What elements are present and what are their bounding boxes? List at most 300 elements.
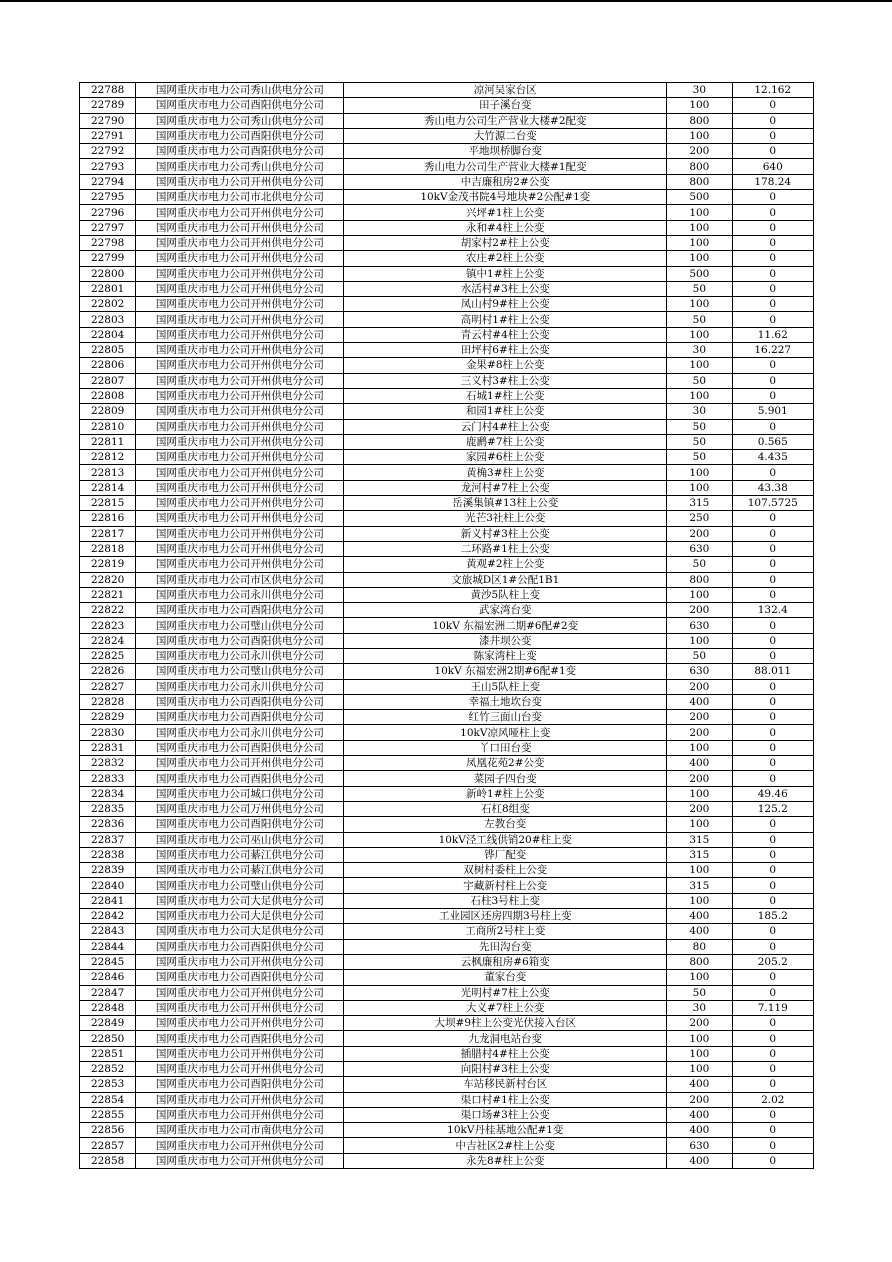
table-row xyxy=(80,1031,814,1046)
table-row xyxy=(80,511,814,526)
row-id-cell: 22833 xyxy=(80,771,136,786)
company-name-cell: 国网重庆市电力公司开州供电分公司 xyxy=(136,480,344,495)
table-row xyxy=(80,1123,814,1138)
value-cell: 0 xyxy=(732,205,813,220)
station-name-cell: 向阳村#3柱上公变 xyxy=(344,1062,667,1077)
row-id-cell: 22826 xyxy=(80,664,136,679)
value-cell: 0 xyxy=(732,419,813,434)
row-id-cell: 22845 xyxy=(80,954,136,969)
table-body xyxy=(80,83,814,1169)
table-row xyxy=(80,388,814,403)
value-cell: 0 xyxy=(732,847,813,862)
station-name-cell: 平地坝桥脚台变 xyxy=(344,144,667,159)
station-name-cell: 石杠8组变 xyxy=(344,801,667,816)
station-name-cell: 大坝#9柱上公变光伏接入台区 xyxy=(344,1016,667,1031)
table-row xyxy=(80,266,814,281)
value-cell: 178.24 xyxy=(732,174,813,189)
table-row xyxy=(80,970,814,985)
value-cell: 0 xyxy=(732,373,813,388)
capacity-cell: 100 xyxy=(667,388,732,403)
table-row xyxy=(80,113,814,128)
station-name-cell: 渠口村#1柱上公变 xyxy=(344,1092,667,1107)
capacity-cell: 400 xyxy=(667,1107,732,1122)
table-row xyxy=(80,786,814,801)
company-name-cell: 国网重庆市电力公司巫山供电分公司 xyxy=(136,832,344,847)
row-id-cell: 22821 xyxy=(80,587,136,602)
table-row xyxy=(80,740,814,755)
table-row xyxy=(80,235,814,250)
station-name-cell: 光芒3社柱上公变 xyxy=(344,511,667,526)
table-row xyxy=(80,465,814,480)
capacity-cell: 50 xyxy=(667,985,732,1000)
row-id-cell: 22817 xyxy=(80,526,136,541)
table-row xyxy=(80,603,814,618)
capacity-cell: 50 xyxy=(667,450,732,465)
company-name-cell: 国网重庆市电力公司市南供电分公司 xyxy=(136,1123,344,1138)
row-id-cell: 22825 xyxy=(80,648,136,663)
station-name-cell: 大竹源二台变 xyxy=(344,128,667,143)
table-row xyxy=(80,98,814,113)
table-row xyxy=(80,404,814,419)
station-name-cell: 陈家湾柱上变 xyxy=(344,648,667,663)
station-name-cell: 水活村#3柱上公变 xyxy=(344,281,667,296)
capacity-cell: 100 xyxy=(667,220,732,235)
station-name-cell: 车站移民新村台区 xyxy=(344,1077,667,1092)
value-cell: 0 xyxy=(732,297,813,312)
value-cell: 0 xyxy=(732,1077,813,1092)
value-cell: 205.2 xyxy=(732,954,813,969)
station-name-cell: 高明村1#柱上公变 xyxy=(344,312,667,327)
value-cell: 132.4 xyxy=(732,603,813,618)
capacity-cell: 400 xyxy=(667,1123,732,1138)
value-cell: 4.435 xyxy=(732,450,813,465)
table-row xyxy=(80,205,814,220)
capacity-cell: 50 xyxy=(667,373,732,388)
table-row xyxy=(80,771,814,786)
company-name-cell: 国网重庆市电力公司开州供电分公司 xyxy=(136,1153,344,1168)
company-name-cell: 国网重庆市电力公司开州供电分公司 xyxy=(136,496,344,511)
value-cell: 0 xyxy=(732,1046,813,1061)
value-cell: 0 xyxy=(732,817,813,832)
value-cell: 0 xyxy=(732,98,813,113)
capacity-cell: 200 xyxy=(667,144,732,159)
value-cell: 0 xyxy=(732,740,813,755)
value-cell: 0 xyxy=(732,648,813,663)
company-name-cell: 国网重庆市电力公司大足供电分公司 xyxy=(136,924,344,939)
capacity-cell: 200 xyxy=(667,801,732,816)
value-cell: 107.5725 xyxy=(732,496,813,511)
value-cell: 16.227 xyxy=(732,343,813,358)
capacity-cell: 800 xyxy=(667,159,732,174)
capacity-cell: 800 xyxy=(667,113,732,128)
row-id-cell: 22829 xyxy=(80,710,136,725)
capacity-cell: 100 xyxy=(667,893,732,908)
company-name-cell: 国网重庆市电力公司璧山供电分公司 xyxy=(136,664,344,679)
station-name-cell: 兴坪#1柱上公变 xyxy=(344,205,667,220)
row-id-cell: 22827 xyxy=(80,679,136,694)
capacity-cell: 500 xyxy=(667,266,732,281)
row-id-cell: 22815 xyxy=(80,496,136,511)
value-cell: 5.901 xyxy=(732,404,813,419)
table-row xyxy=(80,557,814,572)
table-row xyxy=(80,863,814,878)
station-name-cell: 宇藏新村柱上公变 xyxy=(344,878,667,893)
company-name-cell: 国网重庆市电力公司永川供电分公司 xyxy=(136,725,344,740)
company-name-cell: 国网重庆市电力公司酉阳供电分公司 xyxy=(136,817,344,832)
row-id-cell: 22801 xyxy=(80,281,136,296)
capacity-cell: 100 xyxy=(667,98,732,113)
station-name-cell: 10kV 东福宏洲2期#6配#1变 xyxy=(344,664,667,679)
capacity-cell: 200 xyxy=(667,1016,732,1031)
row-id-cell: 22809 xyxy=(80,404,136,419)
table-row xyxy=(80,1092,814,1107)
capacity-cell: 50 xyxy=(667,281,732,296)
table-row xyxy=(80,710,814,725)
capacity-cell: 200 xyxy=(667,710,732,725)
value-cell: 0 xyxy=(732,557,813,572)
row-id-cell: 22788 xyxy=(80,83,136,98)
row-id-cell: 22789 xyxy=(80,98,136,113)
company-name-cell: 国网重庆市电力公司开州供电分公司 xyxy=(136,297,344,312)
table-row xyxy=(80,924,814,939)
value-cell: 43.38 xyxy=(732,480,813,495)
row-id-cell: 22842 xyxy=(80,909,136,924)
capacity-cell: 315 xyxy=(667,878,732,893)
station-name-cell: 金果#8柱上公变 xyxy=(344,358,667,373)
table-row xyxy=(80,1077,814,1092)
row-id-cell: 22820 xyxy=(80,572,136,587)
row-id-cell: 22844 xyxy=(80,939,136,954)
row-id-cell: 22813 xyxy=(80,465,136,480)
company-name-cell: 国网重庆市电力公司开州供电分公司 xyxy=(136,465,344,480)
row-id-cell: 22806 xyxy=(80,358,136,373)
row-id-cell: 22792 xyxy=(80,144,136,159)
station-name-cell: 中吉廉租房2#公变 xyxy=(344,174,667,189)
capacity-cell: 100 xyxy=(667,1031,732,1046)
row-id-cell: 22800 xyxy=(80,266,136,281)
company-name-cell: 国网重庆市电力公司永川供电分公司 xyxy=(136,587,344,602)
station-name-cell: 田坪村6#柱上公变 xyxy=(344,343,667,358)
row-id-cell: 22856 xyxy=(80,1123,136,1138)
company-name-cell: 国网重庆市电力公司开州供电分公司 xyxy=(136,985,344,1000)
value-cell: 0 xyxy=(732,312,813,327)
table-row xyxy=(80,847,814,862)
row-id-cell: 22834 xyxy=(80,786,136,801)
table-row xyxy=(80,817,814,832)
station-name-cell: 工业园区还房四期3号柱上变 xyxy=(344,909,667,924)
value-cell: 640 xyxy=(732,159,813,174)
company-name-cell: 国网重庆市电力公司开州供电分公司 xyxy=(136,756,344,771)
capacity-cell: 400 xyxy=(667,1077,732,1092)
value-cell: 0 xyxy=(732,220,813,235)
row-id-cell: 22852 xyxy=(80,1062,136,1077)
station-name-cell: 左教台变 xyxy=(344,817,667,832)
company-name-cell: 国网重庆市电力公司秀山供电分公司 xyxy=(136,113,344,128)
station-name-cell: 岳溪集镇#13柱上公变 xyxy=(344,496,667,511)
value-cell: 0 xyxy=(732,465,813,480)
station-name-cell: 双树村委柱上公变 xyxy=(344,863,667,878)
capacity-cell: 800 xyxy=(667,572,732,587)
station-name-cell: 镇中1#柱上公变 xyxy=(344,266,667,281)
capacity-cell: 100 xyxy=(667,251,732,266)
row-id-cell: 22795 xyxy=(80,190,136,205)
company-name-cell: 国网重庆市电力公司璧山供电分公司 xyxy=(136,878,344,893)
capacity-cell: 100 xyxy=(667,205,732,220)
capacity-cell: 100 xyxy=(667,587,732,602)
station-name-cell: 先田沟台变 xyxy=(344,939,667,954)
table-row xyxy=(80,450,814,465)
station-name-cell: 铧厂配变 xyxy=(344,847,667,862)
table-row xyxy=(80,1000,814,1015)
station-name-cell: 10kV凉风哑柱上变 xyxy=(344,725,667,740)
table-row xyxy=(80,419,814,434)
row-id-cell: 22814 xyxy=(80,480,136,495)
company-name-cell: 国网重庆市电力公司开州供电分公司 xyxy=(136,251,344,266)
value-cell: 0 xyxy=(732,1138,813,1153)
row-id-cell: 22823 xyxy=(80,618,136,633)
table-row xyxy=(80,801,814,816)
station-name-cell: 胡家村2#柱上公变 xyxy=(344,235,667,250)
station-name-cell: 九龙洞电站台变 xyxy=(344,1031,667,1046)
value-cell: 0 xyxy=(732,924,813,939)
station-name-cell: 武家湾台变 xyxy=(344,603,667,618)
capacity-cell: 100 xyxy=(667,358,732,373)
row-id-cell: 22805 xyxy=(80,343,136,358)
row-id-cell: 22812 xyxy=(80,450,136,465)
value-cell: 0 xyxy=(732,1062,813,1077)
table-row xyxy=(80,541,814,556)
row-id-cell: 22857 xyxy=(80,1138,136,1153)
company-name-cell: 国网重庆市电力公司酉阳供电分公司 xyxy=(136,633,344,648)
row-id-cell: 22841 xyxy=(80,893,136,908)
row-id-cell: 22838 xyxy=(80,847,136,862)
table-row xyxy=(80,144,814,159)
capacity-cell: 630 xyxy=(667,618,732,633)
company-name-cell: 国网重庆市电力公司綦江供电分公司 xyxy=(136,863,344,878)
table-row xyxy=(80,909,814,924)
company-name-cell: 国网重庆市电力公司开州供电分公司 xyxy=(136,434,344,449)
capacity-cell: 30 xyxy=(667,1000,732,1015)
table-row xyxy=(80,1107,814,1122)
value-cell: 11.62 xyxy=(732,327,813,342)
row-id-cell: 22803 xyxy=(80,312,136,327)
company-name-cell: 国网重庆市电力公司酉阳供电分公司 xyxy=(136,694,344,709)
table-row xyxy=(80,434,814,449)
company-name-cell: 国网重庆市电力公司酉阳供电分公司 xyxy=(136,128,344,143)
row-id-cell: 22822 xyxy=(80,603,136,618)
company-name-cell: 国网重庆市电力公司开州供电分公司 xyxy=(136,266,344,281)
company-name-cell: 国网重庆市电力公司城口供电分公司 xyxy=(136,786,344,801)
company-name-cell: 国网重庆市电力公司酉阳供电分公司 xyxy=(136,771,344,786)
value-cell: 0 xyxy=(732,710,813,725)
station-name-cell: 光明村#7柱上公变 xyxy=(344,985,667,1000)
station-name-cell: 永先8#柱上公变 xyxy=(344,1153,667,1168)
value-cell: 185.2 xyxy=(732,909,813,924)
table-row xyxy=(80,251,814,266)
company-name-cell: 国网重庆市电力公司大足供电分公司 xyxy=(136,909,344,924)
capacity-cell: 30 xyxy=(667,83,732,98)
row-id-cell: 22810 xyxy=(80,419,136,434)
station-name-cell: 和园1#柱上公变 xyxy=(344,404,667,419)
station-name-cell: 工商所2号柱上变 xyxy=(344,924,667,939)
company-name-cell: 国网重庆市电力公司开州供电分公司 xyxy=(136,358,344,373)
capacity-cell: 400 xyxy=(667,909,732,924)
capacity-cell: 50 xyxy=(667,557,732,572)
station-name-cell: 凤凰花苑2#公变 xyxy=(344,756,667,771)
row-id-cell: 22808 xyxy=(80,388,136,403)
station-name-cell: 菜园子四台变 xyxy=(344,771,667,786)
row-id-cell: 22824 xyxy=(80,633,136,648)
capacity-cell: 200 xyxy=(667,1092,732,1107)
company-name-cell: 国网重庆市电力公司开州供电分公司 xyxy=(136,1016,344,1031)
table-row xyxy=(80,312,814,327)
value-cell: 0 xyxy=(732,144,813,159)
station-name-cell: 红竹三面山台变 xyxy=(344,710,667,725)
company-name-cell: 国网重庆市电力公司秀山供电分公司 xyxy=(136,159,344,174)
table-row xyxy=(80,1153,814,1168)
capacity-cell: 100 xyxy=(667,633,732,648)
value-cell: 0 xyxy=(732,358,813,373)
row-id-cell: 22798 xyxy=(80,235,136,250)
capacity-cell: 50 xyxy=(667,312,732,327)
row-id-cell: 22855 xyxy=(80,1107,136,1122)
row-id-cell: 22831 xyxy=(80,740,136,755)
row-id-cell: 22791 xyxy=(80,128,136,143)
capacity-cell: 100 xyxy=(667,740,732,755)
table-row xyxy=(80,174,814,189)
station-name-cell: 黄沙5队柱上变 xyxy=(344,587,667,602)
table-row xyxy=(80,1062,814,1077)
table-row xyxy=(80,1046,814,1061)
station-name-cell: 渠口场#3柱上公变 xyxy=(344,1107,667,1122)
value-cell: 0 xyxy=(732,756,813,771)
company-name-cell: 国网重庆市电力公司大足供电分公司 xyxy=(136,893,344,908)
company-name-cell: 国网重庆市电力公司酉阳供电分公司 xyxy=(136,603,344,618)
company-name-cell: 国网重庆市电力公司酉阳供电分公司 xyxy=(136,1031,344,1046)
company-name-cell: 国网重庆市电力公司开州供电分公司 xyxy=(136,281,344,296)
capacity-cell: 100 xyxy=(667,817,732,832)
capacity-cell: 100 xyxy=(667,786,732,801)
row-id-cell: 22807 xyxy=(80,373,136,388)
company-name-cell: 国网重庆市电力公司酉阳供电分公司 xyxy=(136,144,344,159)
station-name-cell: 石城1#柱上公变 xyxy=(344,388,667,403)
capacity-cell: 100 xyxy=(667,863,732,878)
value-cell: 0 xyxy=(732,128,813,143)
row-id-cell: 22846 xyxy=(80,970,136,985)
row-id-cell: 22858 xyxy=(80,1153,136,1168)
row-id-cell: 22854 xyxy=(80,1092,136,1107)
value-cell: 0 xyxy=(732,893,813,908)
capacity-cell: 315 xyxy=(667,847,732,862)
capacity-cell: 200 xyxy=(667,771,732,786)
station-name-cell: 农庄#2柱上公变 xyxy=(344,251,667,266)
capacity-cell: 50 xyxy=(667,419,732,434)
value-cell: 0 xyxy=(732,725,813,740)
value-cell: 0 xyxy=(732,832,813,847)
station-name-cell: 插腊村4#柱上公变 xyxy=(344,1046,667,1061)
value-cell: 0 xyxy=(732,863,813,878)
station-name-cell: 新岭1#柱上公变 xyxy=(344,786,667,801)
station-name-cell: 凉河吴家台区 xyxy=(344,83,667,98)
row-id-cell: 22818 xyxy=(80,541,136,556)
company-name-cell: 国网重庆市电力公司永川供电分公司 xyxy=(136,648,344,663)
table-row xyxy=(80,756,814,771)
company-name-cell: 国网重庆市电力公司开州供电分公司 xyxy=(136,419,344,434)
station-name-cell: 龙河村#7柱上公变 xyxy=(344,480,667,495)
table-row xyxy=(80,220,814,235)
capacity-cell: 630 xyxy=(667,664,732,679)
capacity-cell: 100 xyxy=(667,128,732,143)
row-id-cell: 22850 xyxy=(80,1031,136,1046)
station-name-cell: 王山5队柱上变 xyxy=(344,679,667,694)
table-row xyxy=(80,939,814,954)
row-id-cell: 22802 xyxy=(80,297,136,312)
capacity-cell: 100 xyxy=(667,1062,732,1077)
station-name-cell: 永和#4柱上公变 xyxy=(344,220,667,235)
capacity-cell: 400 xyxy=(667,1153,732,1168)
value-cell: 0 xyxy=(732,235,813,250)
capacity-cell: 200 xyxy=(667,679,732,694)
capacity-cell: 315 xyxy=(667,832,732,847)
company-name-cell: 国网重庆市电力公司开州供电分公司 xyxy=(136,220,344,235)
capacity-cell: 100 xyxy=(667,970,732,985)
company-name-cell: 国网重庆市电力公司市区供电分公司 xyxy=(136,572,344,587)
table-row xyxy=(80,832,814,847)
table-row xyxy=(80,1016,814,1031)
company-name-cell: 国网重庆市电力公司酉阳供电分公司 xyxy=(136,98,344,113)
company-name-cell: 国网重庆市电力公司开州供电分公司 xyxy=(136,1000,344,1015)
station-name-cell: 凤山村9#柱上公变 xyxy=(344,297,667,312)
table-row xyxy=(80,83,814,98)
capacity-cell: 250 xyxy=(667,511,732,526)
station-name-cell: 丫口田台变 xyxy=(344,740,667,755)
row-id-cell: 22837 xyxy=(80,832,136,847)
value-cell: 0 xyxy=(732,266,813,281)
row-id-cell: 22811 xyxy=(80,434,136,449)
company-name-cell: 国网重庆市电力公司开州供电分公司 xyxy=(136,954,344,969)
value-cell: 0 xyxy=(732,1016,813,1031)
table-row xyxy=(80,327,814,342)
table-row xyxy=(80,725,814,740)
station-name-cell: 云枫廉租房#6箱变 xyxy=(344,954,667,969)
row-id-cell: 22849 xyxy=(80,1016,136,1031)
value-cell: 0 xyxy=(732,541,813,556)
company-name-cell: 国网重庆市电力公司酉阳供电分公司 xyxy=(136,970,344,985)
row-id-cell: 22835 xyxy=(80,801,136,816)
table-row xyxy=(80,159,814,174)
company-name-cell: 国网重庆市电力公司开州供电分公司 xyxy=(136,327,344,342)
table-row xyxy=(80,373,814,388)
row-id-cell: 22796 xyxy=(80,205,136,220)
capacity-cell: 30 xyxy=(667,343,732,358)
value-cell: 0.565 xyxy=(732,434,813,449)
capacity-cell: 315 xyxy=(667,496,732,511)
row-id-cell: 22840 xyxy=(80,878,136,893)
station-name-cell: 10kV金茂书院4号地块#2公配#1变 xyxy=(344,190,667,205)
station-name-cell: 董家台变 xyxy=(344,970,667,985)
table-row xyxy=(80,190,814,205)
station-name-cell: 田子溪台变 xyxy=(344,98,667,113)
table-row xyxy=(80,954,814,969)
table-row xyxy=(80,526,814,541)
value-cell: 0 xyxy=(732,526,813,541)
value-cell: 0 xyxy=(732,679,813,694)
row-id-cell: 22847 xyxy=(80,985,136,1000)
value-cell: 0 xyxy=(732,113,813,128)
table-row xyxy=(80,633,814,648)
capacity-cell: 200 xyxy=(667,725,732,740)
value-cell: 0 xyxy=(732,281,813,296)
